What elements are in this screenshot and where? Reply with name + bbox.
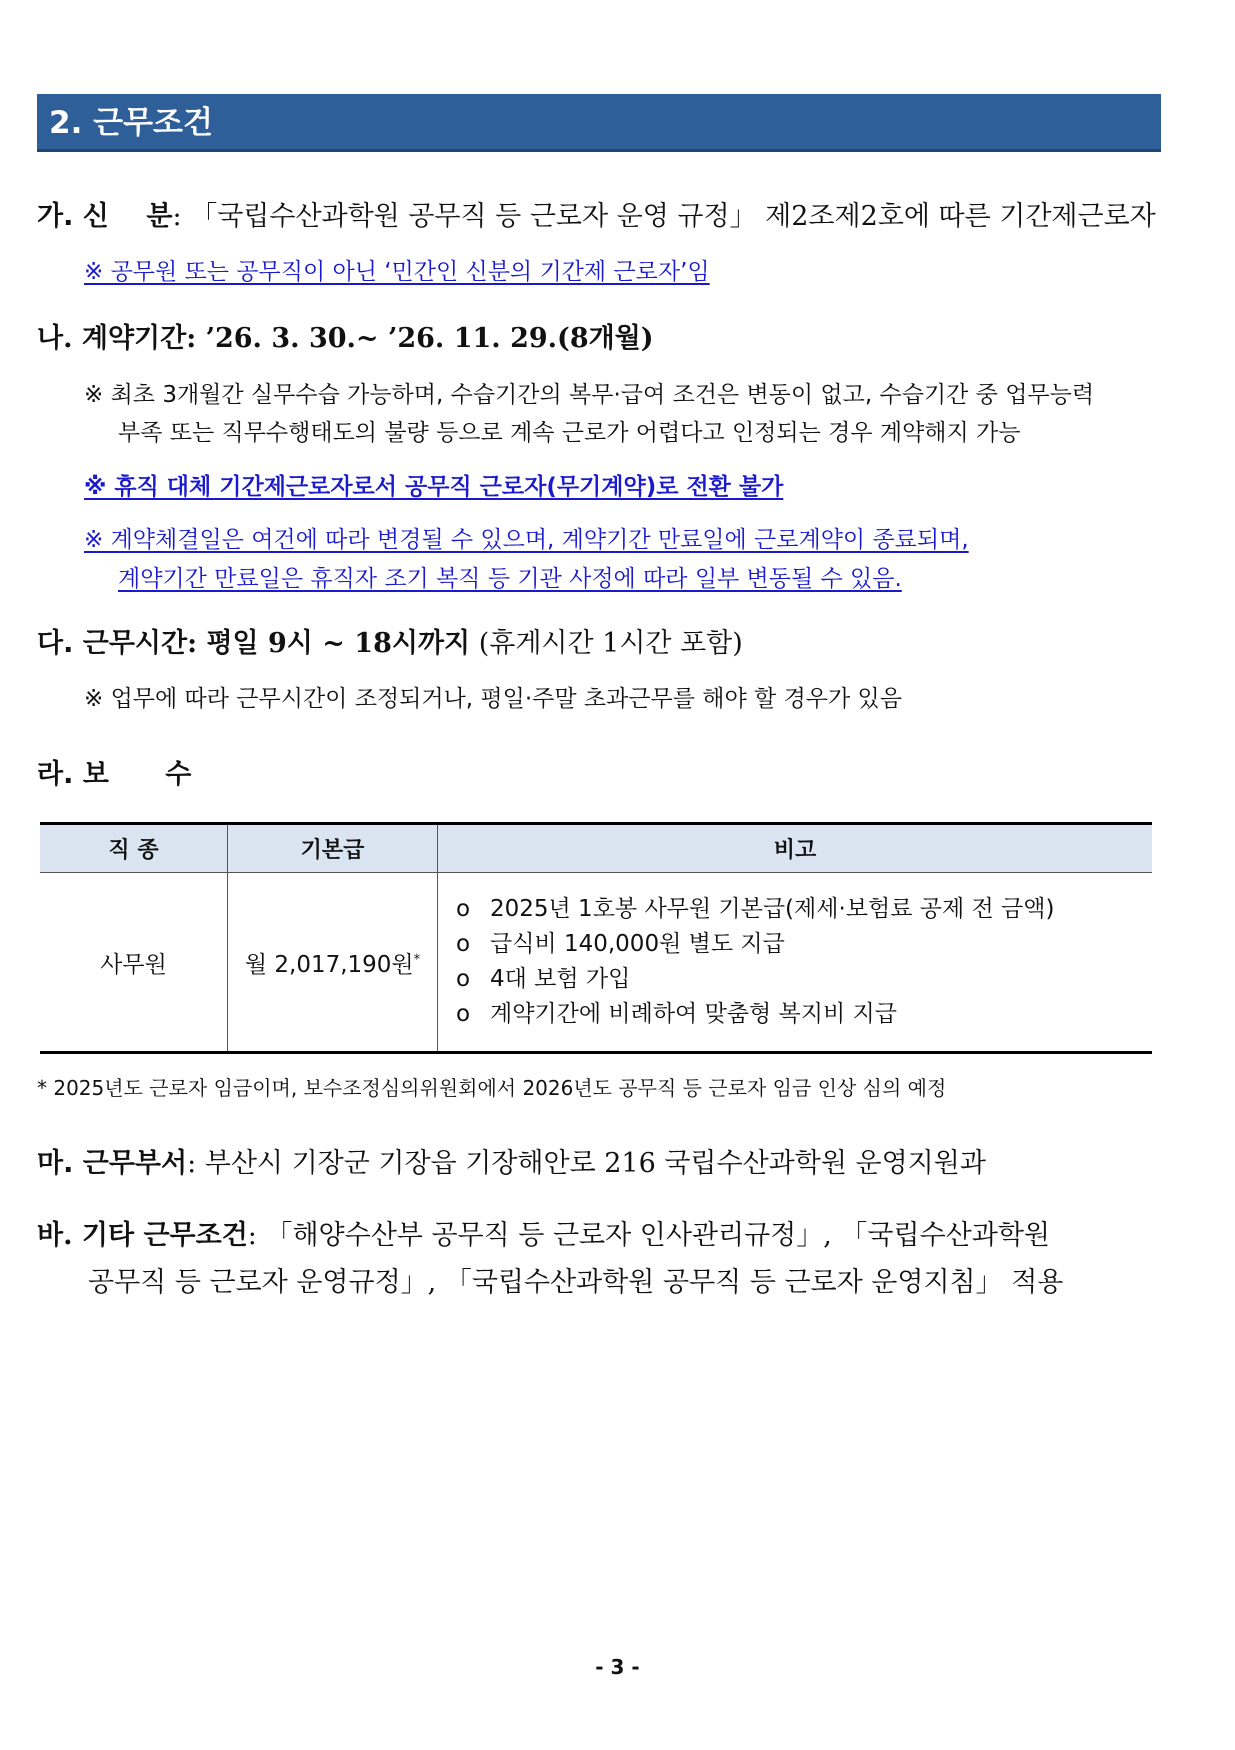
pay-header-salary: 기본급: [228, 824, 438, 873]
item-department: [37, 1141, 986, 1180]
contract-note-3-line2: 계약기간 만료일은 휴직자 조기 복직 등 기관 사정에 따라 일부 변동될 수 있음.: [118, 566, 902, 592]
item-status-head: 가. 신 분: [37, 201, 173, 232]
pay-salary-mark: *: [413, 951, 421, 967]
item-status-note: ※ 공무원 또는 공무직이 아닌 ‘민간인 신분의 기간제 근로자’임: [84, 259, 710, 285]
pay-cell-remarks: [438, 873, 1153, 1053]
pay-salary-value: 월 2,017,190원: [244, 951, 414, 978]
item-other-conditions: [37, 1213, 1050, 1252]
contract-note-3-line1: ※ 계약체결일은 여건에 따라 변경될 수 있으며, 계약기간 만료일에 근로계약이 종료되며,: [84, 527, 969, 553]
table-row: [40, 873, 1152, 1053]
list-item: [456, 997, 1151, 1032]
remark-text: 계약기간에 비례하여 맞춤형 복지비 지급: [490, 1001, 897, 1027]
list-item: [456, 892, 1151, 927]
remark-text: 급식비 140,000원 별도 지급: [490, 931, 785, 957]
pay-table: [40, 822, 1152, 1054]
pay-header-job: 직 종: [40, 824, 228, 873]
page-number: - 3 -: [595, 1655, 640, 1679]
contract-note-2: ※ 휴직 대체 기간제근로자로서 공무직 근로자(무기계약)로 전환 불가: [84, 474, 784, 500]
remark-text: 2025년 1호봉 사무원 기본급(제세·보험료 공제 전 금액): [490, 896, 1055, 922]
item-hours-normal: (휴게시간 1시간 포함): [470, 628, 743, 659]
section-title: 2. 근무조건: [37, 94, 1161, 152]
pay-cell-salary: [228, 873, 438, 1053]
pay-cell-job: 사무원: [40, 873, 228, 1053]
list-item: [456, 927, 1151, 962]
item-work-hours: [37, 621, 743, 660]
item-contract-text: : ’26. 3. 30.~ ’26. 11. 29.(8개월): [186, 323, 654, 354]
item-contract-period: [37, 316, 654, 355]
bullet-icon: o: [456, 896, 471, 922]
item-other-text-line2: 공무직 등 근로자 운영규정」, 「국립수산과학원 공무직 등 근로자 운영지침」 적용: [88, 1267, 1064, 1298]
bullet-icon: o: [456, 1001, 471, 1027]
item-hours-head: 다. 근무시간: [37, 628, 188, 659]
item-other-text-line1: : 「해양수산부 공무직 등 근로자 인사관리규정」, 「국립수산과학원: [247, 1220, 1051, 1251]
item-status-text: : 「국립수산과학원 공무직 등 근로자 운영 규정」 제2조제2호에 따른 기간제근로자: [172, 201, 1156, 232]
item-hours-bold: : 평일 9시 ~ 18시까지: [187, 628, 471, 659]
bullet-icon: o: [456, 966, 471, 992]
item-pay: [37, 752, 191, 791]
remark-text: 4대 보험 가입: [490, 966, 631, 992]
item-status: [37, 194, 1156, 233]
item-dept-head: 마. 근무부서: [37, 1148, 188, 1179]
item-other-head: 바. 기타 근무조건: [37, 1220, 248, 1251]
item-contract-head: 나. 계약기간: [37, 323, 187, 354]
pay-header-remarks: 비고: [438, 824, 1153, 873]
contract-note-1-line1: ※ 최초 3개월간 실무수습 가능하며, 수습기간의 복무·급여 조건은 변동이 없고, 수습기간 중 업무능력: [84, 382, 1095, 408]
item-dept-text: : 부산시 기장군 기장읍 기장해안로 216 국립수산과학원 운영지원과: [187, 1148, 986, 1179]
list-item: [456, 962, 1151, 997]
item-pay-head: 라. 보 수: [37, 759, 192, 790]
contract-note-1-line2: 부족 또는 직무수행태도의 불량 등으로 계속 근로가 어렵다고 인정되는 경우 계약해지 가능: [118, 420, 1021, 446]
pay-footnote: * 2025년도 근로자 임금이며, 보수조정심의위원회에서 2026년도 공무직 등 근로자 임금 인상 심의 예정: [37, 1076, 947, 1100]
bullet-icon: o: [456, 931, 471, 957]
hours-note: ※ 업무에 따라 근무시간이 조정되거나, 평일·주말 초과근무를 해야 할 경우가 있음: [84, 686, 902, 712]
